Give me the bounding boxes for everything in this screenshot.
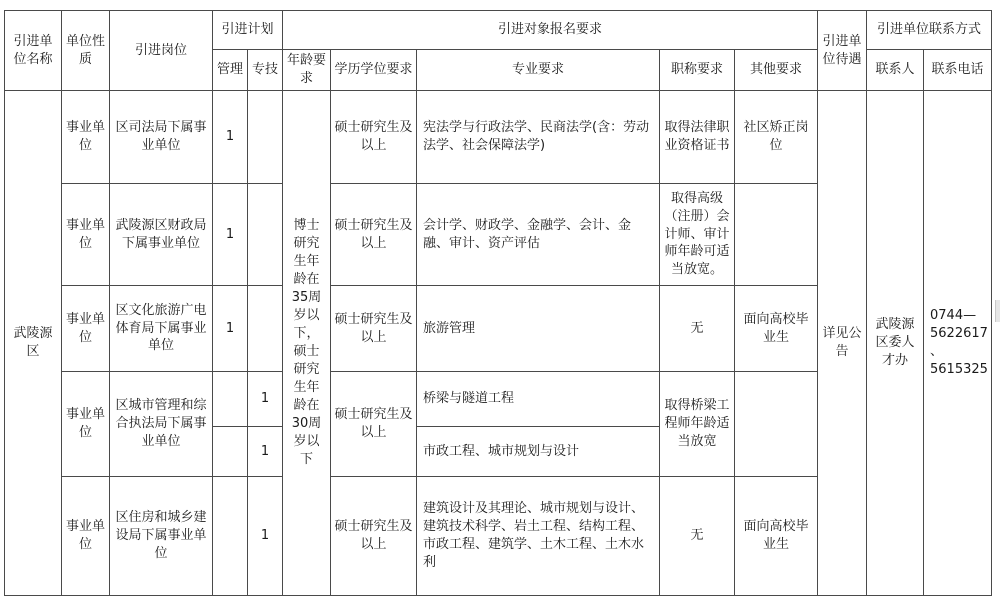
major-cell: 会计学、财政学、金融学、会计、金融、审计、资产评估 [417, 184, 660, 286]
major-cell: 市政工程、城市规划与设计 [417, 427, 660, 477]
contact-person-cell: 武陵源区委人才办 [867, 91, 924, 596]
plan-tech-cell: 1 [248, 477, 283, 596]
plan-tech-cell [248, 184, 283, 286]
treatment-cell: 详见公告 [818, 91, 867, 596]
header-major: 专业要求 [417, 50, 660, 91]
unit-nature-cell: 事业单位 [62, 477, 110, 596]
header-contact-phone: 联系电话 [924, 50, 992, 91]
plan-mgmt-cell: 1 [213, 91, 248, 184]
title-cell: 无 [660, 477, 735, 596]
position-cell: 武陵源区财政局下属事业单位 [110, 184, 213, 286]
plan-mgmt-cell: 1 [213, 286, 248, 372]
other-cell: 面向高校毕业生 [735, 477, 818, 596]
header-plan-mgmt: 管理 [213, 50, 248, 91]
header-requirements: 引进对象报名要求 [283, 11, 818, 50]
header-position: 引进岗位 [110, 11, 213, 91]
header-row-1 [5, 11, 992, 50]
header-contact: 引进单位联系方式 [867, 11, 992, 50]
title-cell: 无 [660, 286, 735, 372]
education-cell: 硕士研究生及以上 [331, 372, 417, 477]
recruitment-table [4, 10, 992, 596]
header-title: 职称要求 [660, 50, 735, 91]
major-cell: 桥梁与隧道工程 [417, 372, 660, 427]
title-cell: 取得法律职业资格证书 [660, 91, 735, 184]
scrollbar-handle[interactable] [995, 300, 1000, 322]
title-cell: 取得高级（注册）会计师、审计师年龄可适当放宽。 [660, 184, 735, 286]
position-cell: 区文化旅游广电体育局下属事业单位 [110, 286, 213, 372]
position-cell: 区住房和城乡建设局下属事业单位 [110, 477, 213, 596]
other-cell [735, 184, 818, 286]
other-cell [735, 372, 818, 477]
education-cell: 硕士研究生及以上 [331, 91, 417, 184]
plan-tech-cell: 1 [248, 427, 283, 477]
plan-mgmt-cell [213, 372, 248, 427]
education-cell: 硕士研究生及以上 [331, 477, 417, 596]
age-requirement-cell: 博士研究生年龄在35周岁以下，硕士研究生年龄在30周岁以下 [283, 91, 331, 596]
header-education: 学历学位要求 [331, 50, 417, 91]
unit-nature-cell: 事业单位 [62, 91, 110, 184]
other-cell: 面向高校毕业生 [735, 286, 818, 372]
header-unit-name: 引进单位名称 [5, 11, 62, 91]
major-cell: 宪法学与行政法学、民商法学(含：劳动法学、社会保障法学) [417, 91, 660, 184]
education-cell: 硕士研究生及以上 [331, 184, 417, 286]
unit-name-cell: 武陵源区 [5, 91, 62, 596]
position-cell: 区城市管理和综合执法局下属事业单位 [110, 372, 213, 477]
major-cell: 旅游管理 [417, 286, 660, 372]
unit-nature-cell: 事业单位 [62, 184, 110, 286]
contact-phone-cell: 0744—5622617 、5615325 [924, 91, 992, 596]
plan-mgmt-cell [213, 477, 248, 596]
plan-mgmt-cell [213, 427, 248, 477]
header-treatment: 引进单位待遇 [818, 11, 867, 91]
header-plan-tech: 专技 [248, 50, 283, 91]
header-other: 其他要求 [735, 50, 818, 91]
header-plan: 引进计划 [213, 11, 283, 50]
header-age: 年龄要求 [283, 50, 331, 91]
header-contact-person: 联系人 [867, 50, 924, 91]
plan-tech-cell [248, 286, 283, 372]
title-cell: 取得桥梁工程师年龄适当放宽 [660, 372, 735, 477]
plan-tech-cell: 1 [248, 372, 283, 427]
header-unit-nature: 单位性质 [62, 11, 110, 91]
table-row [5, 91, 992, 184]
major-cell: 建筑设计及其理论、城市规划与设计、建筑技术科学、岩土工程、结构工程、市政工程、建筑学、土木工程、土木水利 [417, 477, 660, 596]
education-cell: 硕士研究生及以上 [331, 286, 417, 372]
unit-nature-cell: 事业单位 [62, 286, 110, 372]
other-cell: 社区矫正岗位 [735, 91, 818, 184]
position-cell: 区司法局下属事业单位 [110, 91, 213, 184]
plan-tech-cell [248, 91, 283, 184]
unit-nature-cell: 事业单位 [62, 372, 110, 477]
plan-mgmt-cell: 1 [213, 184, 248, 286]
